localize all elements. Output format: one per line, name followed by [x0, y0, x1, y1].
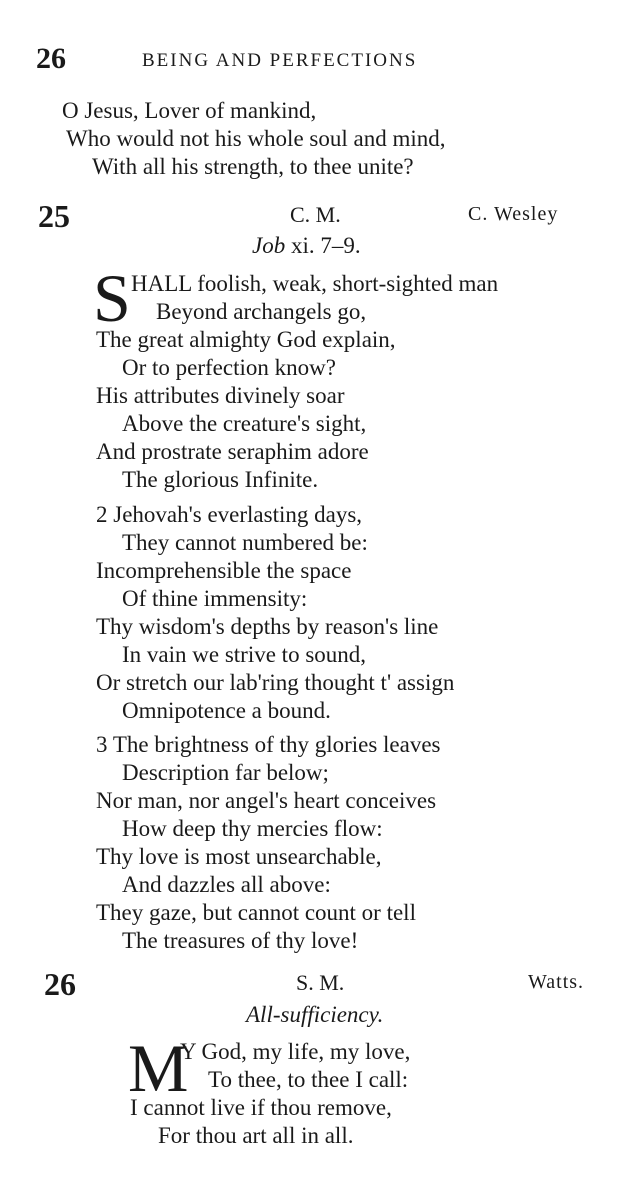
hymn-line: The great almighty God explain, [96, 327, 396, 352]
page-number: 26 [36, 42, 66, 75]
hymn-line: Omnipotence a bound. [122, 698, 331, 723]
hymn-line: Nor man, nor angel's heart conceives [96, 788, 437, 813]
hymn-line: The treasures of thy love! [122, 928, 359, 953]
hymn-line: They cannot numbered be: [122, 530, 368, 555]
hymn-line: Thy love is most unsearchable, [96, 844, 382, 869]
hymn-line: Above the creature's sight, [122, 411, 367, 436]
hymn-line: Thy wisdom's depths by reason's line [96, 614, 439, 639]
hymn-author: Watts. [528, 971, 585, 993]
hymn-line: Y God, my life, my love, [180, 1039, 411, 1064]
hymn-line: HALL foolish, weak, short-sighted man [131, 271, 499, 296]
hymn-line: Of thine immensity: [122, 586, 308, 611]
hymn-line: For thou art all in all. [158, 1123, 354, 1148]
hymn-line: 3 The brightness of thy glories leaves [96, 732, 441, 757]
hymn-line: They gaze, but cannot count or tell [96, 900, 416, 925]
hymn-author: C. Wesley [468, 203, 559, 225]
hymn-line: The glorious Infinite. [122, 467, 319, 492]
hymn-line: How deep thy mercies flow: [122, 816, 383, 841]
drop-cap: M [128, 1030, 189, 1106]
hymn-line: And dazzles all above: [122, 872, 331, 897]
hymn-meter: S. M. [296, 970, 345, 995]
hymn-line: To thee, to thee I call: [208, 1067, 409, 1092]
hymn-line: Incomprehensible the space [96, 558, 352, 583]
prev-hymn-line: Who would not his whole soul and mind, [66, 126, 446, 151]
running-head: BEING AND PERFECTIONS [142, 50, 418, 71]
drop-cap: S [93, 260, 131, 336]
hymn-line: Description far below; [122, 760, 329, 785]
subtitle-text: All-sufficiency. [246, 1002, 384, 1027]
prev-hymn-line: O Jesus, Lover of mankind, [62, 98, 317, 123]
scripture-book: Job [252, 233, 286, 258]
hymn-meter: C. M. [290, 202, 341, 227]
hymn-line: 2 Jehovah's everlasting days, [96, 502, 363, 527]
hymn-line: His attributes divinely soar [96, 383, 345, 408]
scripture-verses: xi. 7–9. [290, 233, 361, 258]
hymn-line: Beyond archangels go, [156, 299, 367, 324]
hymn-number: 25 [38, 198, 70, 234]
scripture-reference [252, 233, 361, 259]
hymn-line: I cannot live if thou remove, [130, 1095, 392, 1120]
hymn-line: And prostrate seraphim adore [96, 439, 369, 464]
hymn-line: Or stretch our lab'ring thought t' assign [96, 670, 455, 695]
hymn-number: 26 [44, 966, 76, 1002]
prev-hymn-line: With all his strength, to thee unite? [92, 154, 414, 179]
hymn-line: Or to perfection know? [122, 355, 336, 380]
hymn-line: In vain we strive to sound, [122, 642, 367, 667]
hymn-subtitle [246, 1002, 383, 1028]
